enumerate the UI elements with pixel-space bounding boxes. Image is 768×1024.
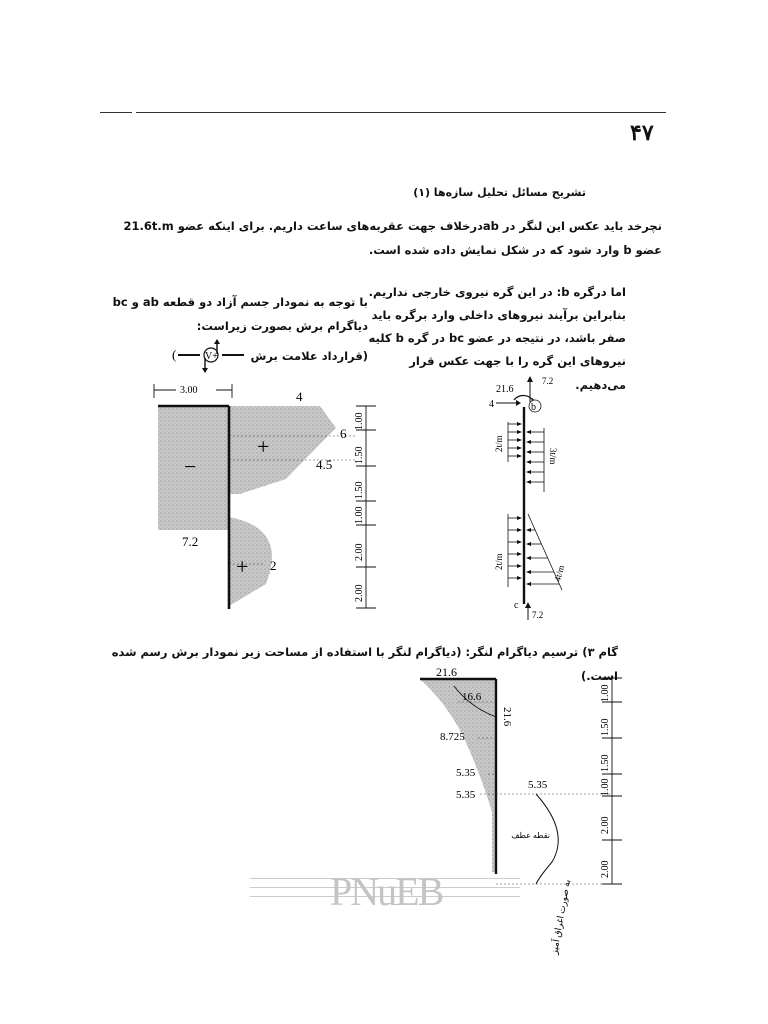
- step3-body: ترسیم دیاگرام لنگر: (دیاگرام لنگر با استفاده از مساحت زیر نمودار برش رسم شده است.): [111, 645, 618, 683]
- moment-dim-2: 1.50: [600, 718, 611, 736]
- shear-dim-3: 1.50: [354, 481, 365, 499]
- shear-dim-4: 1.00: [354, 506, 365, 524]
- moment-dim-5: 2.00: [600, 816, 611, 834]
- sign-open-paren: (: [172, 347, 177, 362]
- moment-val-21-6-side: 21.6: [501, 707, 513, 727]
- shear-val-6: 6: [340, 426, 347, 441]
- moment-dim-3: 1.50: [600, 754, 611, 772]
- shear-dim-1: 1.00: [354, 412, 365, 430]
- moment-val-5-35-c: 5.35: [528, 779, 548, 791]
- moment-val-16-6: 16.6: [462, 691, 482, 703]
- fbd-node-c: c: [514, 600, 519, 611]
- sign-convention: (قرارداد علامت برش: [250, 349, 368, 363]
- right-para-4: نیروهای این گره را با جهت عکس قرار می‌دهیم.: [409, 354, 626, 392]
- exaggerated-note: به صورت اغراق آمیز: [548, 878, 572, 956]
- moment-val-5-35-b: 5.35: [456, 789, 476, 801]
- intro-line-1: 21.6t.m درخلاف جهت عقربه‌های ساعت داریم. برای اینکه عضوab نچرخد باید عکس این لنگر در: [123, 219, 662, 233]
- shear-val-7-2: 7.2: [182, 534, 199, 549]
- moment-val-5-35-a: 5.35: [456, 767, 476, 779]
- moment-dim-1: 1.00: [600, 684, 611, 702]
- left-para-1: با توجه به نمودار جسم آزاد دو قطعه ab و bc: [112, 295, 368, 309]
- shear-positive-region-1: [229, 406, 336, 494]
- header-rule-left: [100, 112, 132, 113]
- fbd-load-lower-left: 2t/m: [494, 553, 504, 570]
- sign-symbol-label: V+: [205, 351, 218, 362]
- shear-val-4-5: 4.5: [316, 457, 333, 472]
- shear-sign-plus-1: +: [257, 434, 270, 459]
- fbd-force-bottom: 7.2: [532, 610, 544, 620]
- intro-line-2: عضو b وارد شود که در شکل نمایش داده شده است.: [368, 243, 662, 257]
- shear-val-4: 4: [296, 389, 303, 404]
- watermark-logo: PNuEB: [330, 869, 443, 914]
- moment-dimension-strip: [584, 672, 628, 892]
- right-para-3: صفر باشد، در نتیجه در عضو bc در گره b کلیه: [368, 331, 626, 345]
- page-number: ۴۷: [630, 120, 654, 146]
- fbd-force-top: 7.2: [542, 376, 554, 386]
- fbd-node-b: b: [531, 402, 536, 413]
- moment-val-8-725: 8.725: [440, 731, 465, 743]
- right-para-1: اما درگره b: در این گره نیروی خارجی نداریم.: [368, 285, 626, 299]
- shear-sign-minus: −: [184, 454, 197, 479]
- shear-dim-2: 1.50: [354, 446, 365, 464]
- shear-sign-plus-2: +: [236, 554, 249, 579]
- moment-dim-4: 1.00: [600, 778, 611, 796]
- shear-dim-6: 2.00: [354, 584, 365, 602]
- free-body-diagram: [484, 372, 594, 622]
- shear-dim-5: 2.00: [354, 543, 365, 561]
- shear-val-2: 2: [270, 558, 277, 573]
- shear-top-width: 3.00: [180, 385, 198, 396]
- step3-label: گام ۳): [582, 645, 618, 659]
- fbd-moment: 21.6: [496, 384, 514, 395]
- moment-dim-6: 2.00: [600, 860, 611, 878]
- running-header: تشریح مسائل تحلیل سازه‌ها (۱): [413, 186, 586, 199]
- moment-val-21-6-top: 21.6: [436, 665, 457, 679]
- header-rule: [136, 112, 666, 113]
- fbd-force-left: 4: [489, 399, 494, 410]
- inflection-label: نقطه عطف: [511, 831, 550, 840]
- fbd-load-upper-right: 3t/m: [548, 448, 558, 465]
- fbd-load-upper-left: 2t/m: [494, 435, 504, 452]
- left-para-2: دیاگرام برش بصورت زیراست:: [196, 319, 368, 333]
- shear-sign-symbol: [172, 338, 252, 374]
- shear-dimension-strip: [340, 400, 382, 615]
- right-para-2: بنابراین برآیند نیروهای داخلی وارد برگره باید: [371, 308, 626, 322]
- fbd-load-lower-right: 4t/m: [552, 563, 567, 583]
